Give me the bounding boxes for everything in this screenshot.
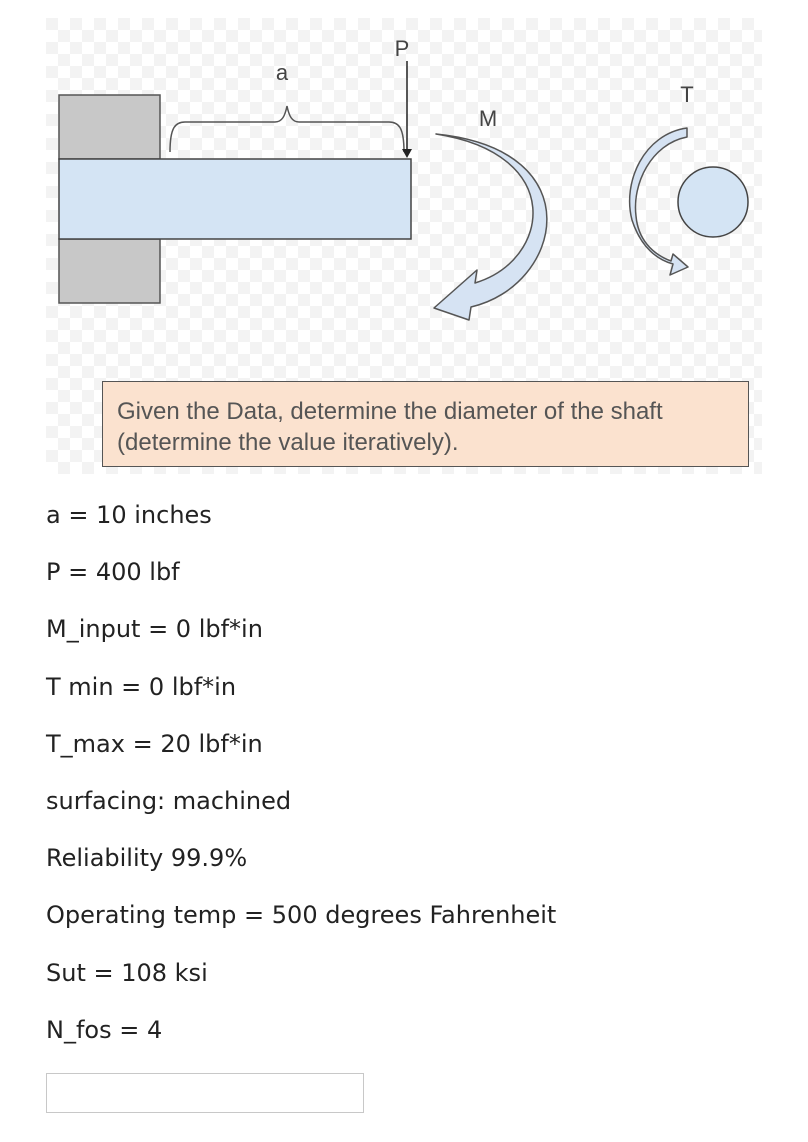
- param-reliability: Reliability 99.9%: [46, 844, 248, 873]
- label-m: M: [478, 106, 498, 131]
- label-a: a: [275, 60, 289, 85]
- label-t: T: [680, 82, 694, 107]
- shaft-cross-section: [678, 167, 748, 237]
- param-sut: Sut = 108 ksi: [46, 958, 208, 987]
- given-data-list: [46, 500, 766, 1072]
- param-n-fos: N_fos = 4: [46, 1015, 163, 1044]
- param-m-input: M_input = 0 lbf*in: [46, 615, 263, 644]
- param-a: a = 10 inches: [46, 501, 212, 529]
- label-p: P: [394, 36, 410, 61]
- wall-support-bottom: [59, 239, 160, 303]
- param-t-min: T min = 0 lbf*in: [46, 672, 237, 701]
- shaft-beam: [59, 159, 411, 239]
- param-surfacing: surfacing: machined: [46, 786, 292, 815]
- problem-statement-box: [102, 381, 749, 467]
- param-p: P = 400 lbf: [46, 558, 180, 587]
- problem-statement-text: Given the Data, determine the diameter of the shaft (determine the value iteratively).: [117, 398, 663, 456]
- shaft-diagram: [46, 18, 762, 474]
- param-operating-temp: Operating temp = 500 degrees Fahrenheit: [46, 901, 557, 930]
- answer-input[interactable]: [46, 1073, 364, 1113]
- param-t-max: T_max = 20 lbf*in: [46, 729, 263, 758]
- wall-support-top: [59, 95, 160, 159]
